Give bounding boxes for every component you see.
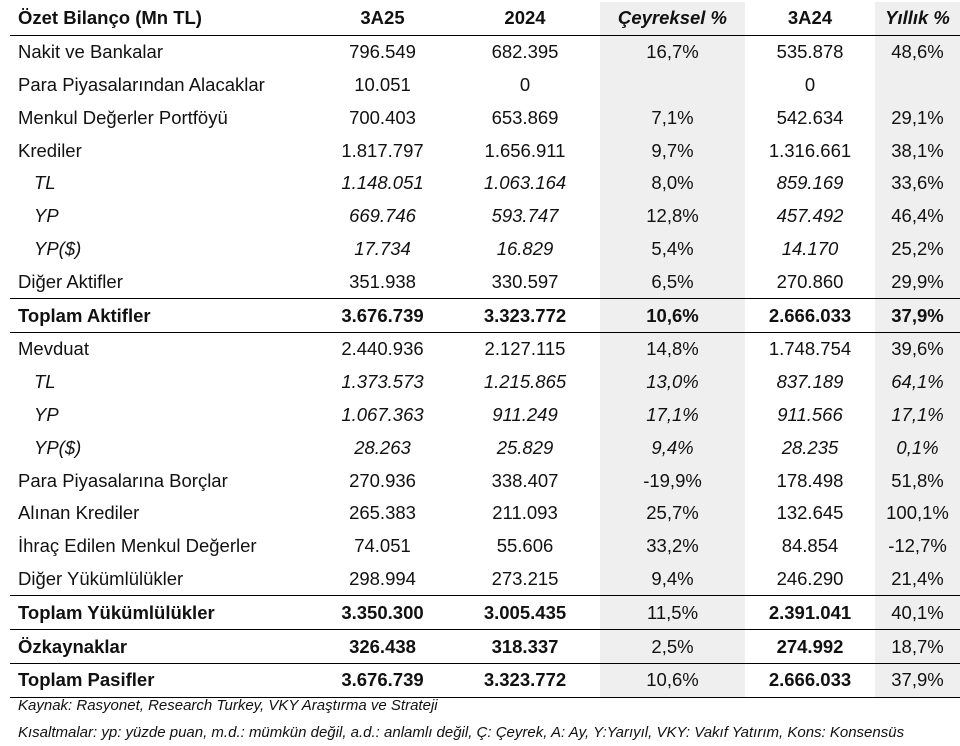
footer-source: Kaynak: Rasyonet, Research Turkey, VKY Araştırma ve Strateji — [18, 697, 438, 714]
row-value: 270.936 — [349, 469, 416, 491]
row-value: 1.148.051 — [341, 172, 424, 194]
row-value: 16,7% — [600, 35, 745, 68]
row-value: 3.676.739 — [315, 299, 450, 333]
row-value: 9,7% — [600, 134, 745, 167]
row-label: Özkaynaklar — [18, 635, 128, 657]
table-row — [10, 69, 960, 102]
row-value: 457.492 — [776, 205, 844, 227]
table-row — [10, 530, 960, 563]
row-value: 3.005.435 — [450, 596, 600, 630]
row-value: 2,5% — [600, 630, 745, 664]
row-value: 0 — [519, 73, 531, 95]
row-value: -12,7% — [875, 530, 960, 563]
row-value: 100,1% — [875, 497, 960, 530]
row-value: 338.407 — [491, 469, 559, 491]
row-value: 593.747 — [491, 205, 559, 227]
table-row — [10, 265, 960, 298]
row-value: 74.051 — [354, 535, 411, 557]
row-value: 37,9% — [875, 299, 960, 333]
row-label: YP — [34, 403, 59, 425]
row-value: 14.170 — [781, 237, 839, 259]
row-value: 682.395 — [491, 41, 559, 63]
row-value: 25.829 — [496, 436, 554, 458]
table-row — [10, 663, 960, 697]
row-value: 46,4% — [875, 200, 960, 233]
row-label: YP($) — [34, 237, 82, 259]
row-value: 25,7% — [600, 497, 745, 530]
row-label: Menkul Değerler Portföyü — [18, 106, 228, 128]
header-row — [10, 2, 960, 35]
table-row — [10, 563, 960, 596]
row-value: 37,9% — [875, 663, 960, 697]
row-value: 40,1% — [875, 596, 960, 630]
row-value: 51,8% — [875, 464, 960, 497]
row-value: 12,8% — [600, 200, 745, 233]
row-label: Alınan Krediler — [18, 502, 140, 524]
row-value: 3.350.300 — [315, 596, 450, 630]
row-value: 1.316.661 — [768, 139, 852, 161]
row-label: Toplam Aktifler — [10, 299, 315, 333]
row-value: 1.817.797 — [341, 139, 424, 161]
row-value: 14,8% — [600, 332, 745, 365]
row-label: Diğer Aktifler — [18, 270, 123, 292]
row-label: Krediler — [18, 139, 82, 161]
row-value: 1.748.754 — [768, 338, 852, 360]
row-value: 911.249 — [492, 403, 558, 425]
row-label: Para Piyasalarına Borçlar — [18, 469, 228, 491]
row-value: 178.498 — [776, 469, 844, 491]
row-value: 265.383 — [349, 502, 416, 524]
row-value: 653.869 — [491, 106, 559, 128]
row-value: 1.067.363 — [341, 403, 424, 425]
row-value: 29,1% — [875, 101, 960, 134]
row-label: Toplam Pasifler — [10, 663, 315, 697]
row-label: Mevduat — [18, 338, 89, 360]
row-label: Diğer Yükümlülükler — [18, 567, 184, 589]
row-value: 330.597 — [491, 270, 559, 292]
row-value: 10,6% — [600, 663, 745, 697]
table-row — [10, 167, 960, 200]
row-value: 837.189 — [776, 371, 844, 393]
row-value: 38,1% — [875, 134, 960, 167]
row-label: İhraç Edilen Menkul Değerler — [18, 535, 257, 557]
row-value: 0 — [804, 73, 816, 95]
table-row — [10, 299, 960, 333]
row-value — [600, 69, 745, 102]
row-value: 3.676.739 — [315, 663, 450, 697]
row-value: 246.290 — [776, 567, 844, 589]
header-quarterly-change: Çeyreksel % — [600, 2, 745, 35]
row-value: 1.063.164 — [483, 172, 567, 194]
row-value — [875, 69, 960, 102]
row-value: 1.656.911 — [484, 139, 566, 161]
table-row — [10, 200, 960, 233]
row-value: 270.860 — [776, 270, 844, 292]
row-value: 1.373.573 — [341, 371, 424, 393]
row-value: 10,6% — [600, 299, 745, 333]
row-value: 29,9% — [875, 265, 960, 298]
row-value: 17.734 — [354, 237, 411, 259]
row-value: 535.878 — [776, 41, 844, 63]
row-value: 911.566 — [777, 403, 843, 425]
row-value: 55.606 — [496, 535, 554, 557]
table-row — [10, 431, 960, 464]
row-value: 351.938 — [349, 270, 416, 292]
header-3a24: 3A24 — [745, 2, 875, 35]
row-value: 18,7% — [875, 630, 960, 664]
row-value: 17,1% — [875, 399, 960, 432]
row-label: Nakit ve Bankalar — [18, 41, 163, 63]
row-label: Para Piyasalarından Alacaklar — [18, 73, 265, 95]
row-value: 28.235 — [781, 436, 839, 458]
row-value: 28.263 — [354, 436, 411, 458]
header-yearly-change: Yıllık % — [875, 2, 960, 35]
row-value: 1.215.865 — [483, 371, 567, 393]
table-row — [10, 332, 960, 365]
row-value: 0,1% — [875, 431, 960, 464]
row-value: 2.666.033 — [745, 663, 875, 697]
row-value: 48,6% — [875, 35, 960, 68]
row-value: 11,5% — [600, 596, 745, 630]
row-value: 84.854 — [781, 535, 839, 557]
row-value: 132.645 — [776, 502, 844, 524]
row-value: 7,1% — [600, 101, 745, 134]
row-value: 274.992 — [776, 635, 844, 657]
row-label: Toplam Yükümlülükler — [10, 596, 315, 630]
table-row — [10, 366, 960, 399]
row-value: 318.337 — [491, 635, 559, 657]
row-value: 9,4% — [600, 431, 745, 464]
row-value: 669.746 — [349, 205, 416, 227]
row-value: 326.438 — [349, 635, 416, 657]
row-value: 64,1% — [875, 366, 960, 399]
table-row — [10, 497, 960, 530]
table-body — [10, 35, 960, 697]
row-value: 17,1% — [600, 399, 745, 432]
header-2024: 2024 — [450, 2, 600, 35]
row-value: 542.634 — [776, 106, 844, 128]
row-label: TL — [34, 371, 56, 393]
table-row — [10, 464, 960, 497]
header-title: Özet Bilanço (Mn TL) — [10, 2, 315, 35]
header-3a25: 3A25 — [315, 2, 450, 35]
table-row — [10, 35, 960, 68]
table-row — [10, 101, 960, 134]
table-row — [10, 134, 960, 167]
row-value: 6,5% — [600, 265, 745, 298]
row-value: 33,2% — [600, 530, 745, 563]
row-value: 2.666.033 — [745, 299, 875, 333]
row-value: 3.323.772 — [450, 663, 600, 697]
row-value: 25,2% — [875, 233, 960, 266]
row-value: 9,4% — [600, 563, 745, 596]
table-row — [10, 399, 960, 432]
row-value: 10.051 — [354, 73, 411, 95]
row-value: 16.829 — [496, 237, 554, 259]
row-value: 211.093 — [492, 502, 558, 524]
row-value: 859.169 — [776, 172, 844, 194]
row-value: 3.323.772 — [450, 299, 600, 333]
row-value: 700.403 — [349, 106, 416, 128]
row-value: 796.549 — [349, 41, 416, 63]
row-value: 21,4% — [875, 563, 960, 596]
row-value: 8,0% — [600, 167, 745, 200]
row-value: 2.440.936 — [341, 338, 424, 360]
row-value: 2.127.115 — [484, 338, 566, 360]
row-value: 5,4% — [600, 233, 745, 266]
row-value: 13,0% — [600, 366, 745, 399]
row-label: YP($) — [34, 436, 82, 458]
row-value: 33,6% — [875, 167, 960, 200]
row-value: -19,9% — [600, 464, 745, 497]
table-row — [10, 596, 960, 630]
row-value: 2.391.041 — [745, 596, 875, 630]
table-row — [10, 233, 960, 266]
footer-abbreviations: Kısaltmalar: yp: yüzde puan, m.d.: mümkün değil, a.d.: anlamlı değil, Ç: Çeyrek, A: Ay, Y:Yarıyıl, VKY: Vakıf Yatırım, Kons: Konsensüs — [18, 724, 905, 741]
row-value: 298.994 — [349, 567, 416, 589]
row-value: 39,6% — [875, 332, 960, 365]
row-label: TL — [34, 172, 56, 194]
balance-sheet-table — [10, 2, 960, 698]
row-label: YP — [34, 205, 59, 227]
row-value: 273.215 — [491, 567, 559, 589]
table-row — [10, 630, 960, 664]
